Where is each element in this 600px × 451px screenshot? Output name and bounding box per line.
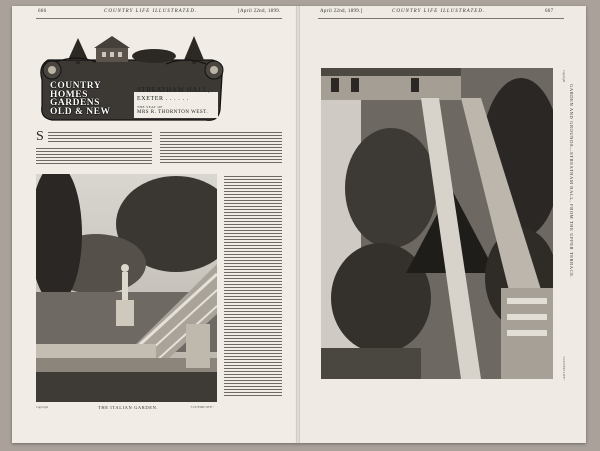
right-head-rule [318,18,564,19]
masthead-town: EXETER . . . . . . [137,96,189,102]
italian-garden-photo [36,174,217,402]
masthead-seat-line: THE SEAT OF [137,105,163,109]
book-spine [296,6,300,443]
masthead-heading [50,82,140,116]
left-page-date: [April 22nd, 1899. [238,9,281,14]
article-column-2 [224,176,282,398]
right-page-number: 667 [545,9,554,14]
italian-garden-caption: THE ITALIAN GARDEN. [98,405,159,410]
terrace-credit-top: Copyright [562,70,566,83]
left-running-title: COUNTRY LIFE ILLUSTRATED. [104,9,198,14]
right-page-date: April 22nd, 1899.] [320,9,363,14]
italian-garden-credit-right: "COUNTRY LIFE." [190,405,214,409]
article-column-2-top [160,132,282,165]
terrace-credit-bottom: "COUNTRY LIFE." [562,356,566,381]
article-column-1 [36,148,152,166]
italian-garden-credit-left: Copyright [36,405,49,409]
article-column-1-lead [48,132,152,144]
drop-cap: S [36,129,44,144]
left-head-rule [36,18,282,19]
terrace-caption: GARDEN AND GROUNDS—STREATHAM HALL, FROM THE UPPER TERRACE. [569,84,574,279]
upper-terrace-photo [321,68,553,379]
masthead-owner: MRS R. THORNTON WEST. [137,110,209,115]
masthead-place: STREATHAM HALL, [137,86,211,94]
masthead-heading-line: COUNTRY [50,81,102,91]
left-page-number: 666 [38,9,47,14]
masthead-heading-line: OLD & NEW [50,106,111,117]
masthead-heading-line: HOMES [50,89,88,100]
masthead-heading-line: GARDENS [50,98,100,108]
right-running-title: COUNTRY LIFE ILLUSTRATED. [392,9,486,14]
